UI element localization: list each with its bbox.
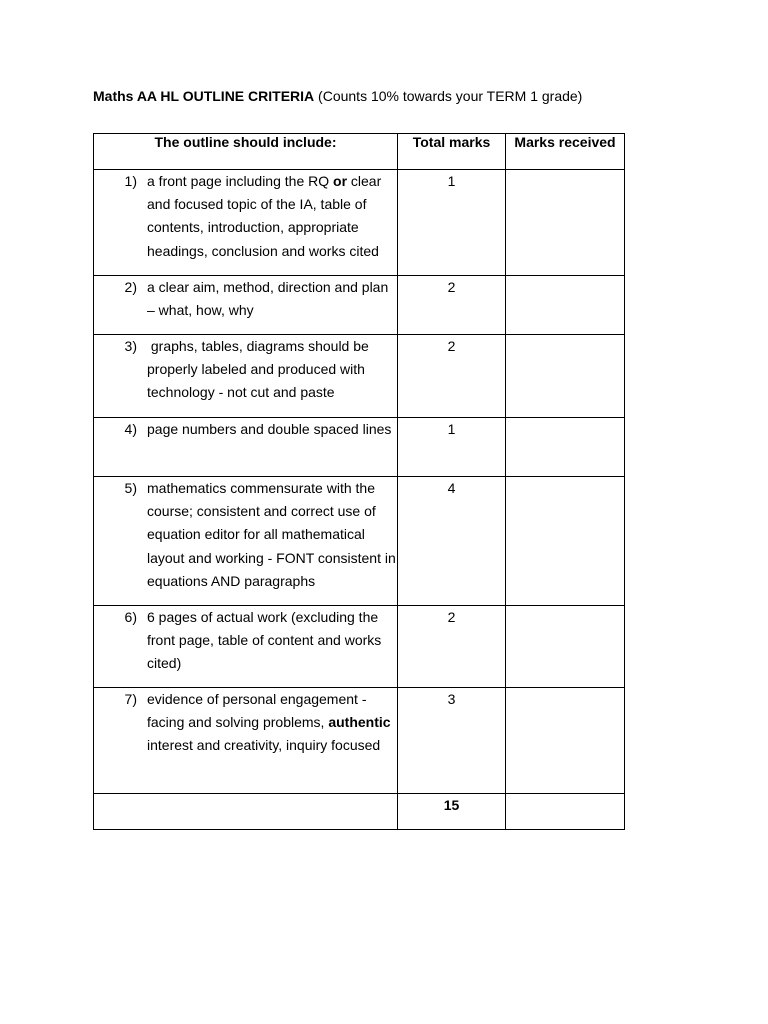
- criterion-number: 1): [124, 173, 137, 189]
- criterion-text: graphs, tables, diagrams should be properly labeled and produced with technology - not cut and paste: [147, 338, 373, 401]
- total-marks-value: 15: [398, 794, 506, 830]
- criterion-text-part: interest and creativity, inquiry focused: [147, 737, 381, 754]
- criterion-total-marks: 2: [398, 606, 506, 688]
- criterion-text: page numbers and double spaced lines: [147, 421, 392, 437]
- criterion-text-bold: authentic: [328, 714, 391, 731]
- criterion-description: [94, 170, 398, 276]
- criterion-row: [94, 418, 625, 477]
- criterion-row: [94, 606, 625, 688]
- header-marks-received: Marks received: [506, 134, 625, 170]
- criterion-row: [94, 688, 625, 794]
- criterion-description: [94, 276, 398, 335]
- criterion-number: 3): [124, 338, 137, 354]
- criterion-text: [147, 170, 397, 263]
- criterion-description: [94, 477, 398, 606]
- criterion-number: 6): [124, 609, 137, 625]
- criterion-description: [94, 606, 398, 688]
- criterion-description: [94, 335, 398, 418]
- criterion-marks-received[interactable]: [506, 418, 625, 477]
- criterion-number: 2): [124, 279, 137, 295]
- criterion-description: [94, 688, 398, 794]
- total-row: [94, 794, 625, 830]
- header-total-marks: Total marks: [398, 134, 506, 170]
- criterion-text: mathematics commensurate with the course; consistent and correct use of equation editor for all mathematical layout and working - FONT consistent in equations AND paragraphs: [147, 480, 396, 589]
- criterion-row: [94, 276, 625, 335]
- criterion-row: [94, 477, 625, 606]
- header-row: [94, 134, 625, 170]
- criterion-row: [94, 335, 625, 418]
- criterion-total-marks: 4: [398, 477, 506, 606]
- criterion-total-marks: 2: [398, 335, 506, 418]
- criterion-text: 6 pages of actual work (excluding the front page, table of content and works cited): [147, 609, 382, 672]
- criterion-description: [94, 418, 398, 477]
- total-marks-received[interactable]: [506, 794, 625, 830]
- criterion-marks-received[interactable]: [506, 477, 625, 606]
- criterion-total-marks: 2: [398, 276, 506, 335]
- document-title: [93, 87, 582, 105]
- criterion-total-marks: 1: [398, 418, 506, 477]
- criterion-number: 7): [124, 691, 137, 707]
- criterion-text-part: evidence of personal engagement - facing and solving problems,: [147, 691, 367, 731]
- criterion-number: 4): [124, 421, 137, 437]
- title-bold: Maths AA HL OUTLINE CRITERIA: [93, 88, 315, 104]
- criterion-marks-received[interactable]: [506, 170, 625, 276]
- criterion-marks-received[interactable]: [506, 276, 625, 335]
- criterion-text-bold: or: [333, 173, 348, 189]
- criterion-marks-received[interactable]: [506, 335, 625, 418]
- criterion-total-marks: 3: [398, 688, 506, 794]
- title-note: (Counts 10% towards your TERM 1 grade): [318, 88, 583, 104]
- criterion-marks-received[interactable]: [506, 606, 625, 688]
- criterion-text-part: clear and focused topic of the IA, table of contents, introduction, appropriate headings, conclusion and works cited: [147, 173, 382, 259]
- total-label-cell: [94, 794, 398, 830]
- criterion-text-part: a front page including the RQ: [147, 173, 334, 189]
- criterion-text: a clear aim, method, direction and plan – what, how, why: [147, 279, 389, 319]
- header-criteria: The outline should include:: [94, 134, 398, 170]
- criterion-number: 5): [124, 480, 137, 496]
- criterion-total-marks: 1: [398, 170, 506, 276]
- criterion-marks-received[interactable]: [506, 688, 625, 794]
- criterion-text: [147, 688, 397, 758]
- criterion-row: [94, 170, 625, 276]
- criteria-table: [93, 133, 625, 830]
